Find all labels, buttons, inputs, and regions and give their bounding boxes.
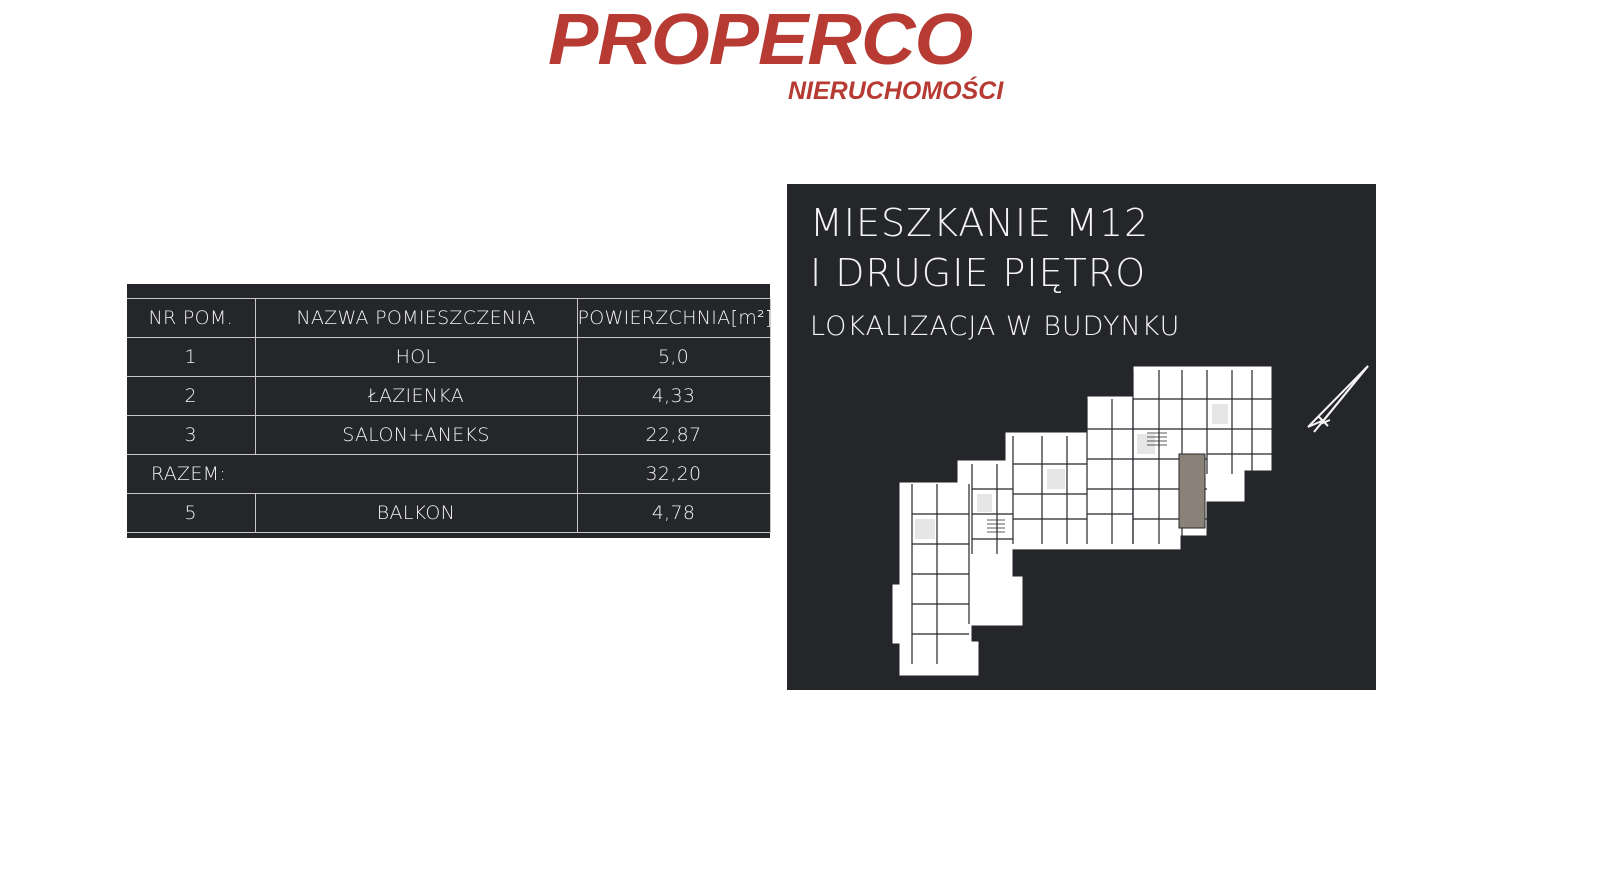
properco-logo [548,0,1048,105]
cell-name: ŁAZIENKA [255,377,577,416]
total-area: 32,20 [577,455,770,494]
cell-name: HOL [255,338,577,377]
apartment-title: MIESZKANIE M12 [810,201,1150,245]
cell-nr: 1 [127,338,255,377]
cell-area: 4,33 [577,377,770,416]
highlighted-apartment [1179,454,1205,528]
rooms-table-container [127,284,773,538]
cell-name: BALKON [255,494,577,533]
header-name: NAZWA POMIESZCZENIA [255,299,577,338]
cell-name: SALON+ANEKS [255,416,577,455]
table-row [127,494,770,533]
floor-title: I DRUGIE PIĘTRO [810,251,1147,295]
header-area: POWIERZCHNIA[m²] [577,299,770,338]
north-arrow-icon [1308,366,1368,432]
building-floor-plan [787,184,1376,690]
table-row [127,377,770,416]
logo-subtitle: NIERUCHOMOŚCI [788,77,1004,105]
cell-nr: 3 [127,416,255,455]
cell-area: 4,78 [577,494,770,533]
table-row [127,338,770,377]
cell-area: 22,87 [577,416,770,455]
table-row [127,416,770,455]
table-total-row [127,455,770,494]
rooms-table [127,298,771,533]
header-nr: NR POM. [127,299,255,338]
location-subtitle: LOKALIZACJA W BUDYNKU [810,311,1181,342]
total-label: RAZEM: [127,455,577,494]
cell-area: 5,0 [577,338,770,377]
table-header-row [127,299,770,338]
cell-nr: 2 [127,377,255,416]
location-panel [787,184,1376,690]
cell-nr: 5 [127,494,255,533]
logo-brand: PROPERCO [548,0,973,80]
